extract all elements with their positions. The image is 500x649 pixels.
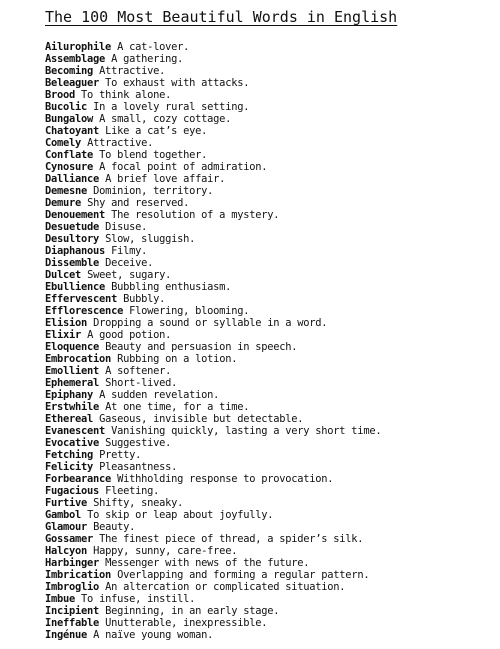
list-item [45, 557, 495, 569]
list-item [45, 449, 495, 461]
entry-definition: A cat-lover. [117, 41, 190, 53]
entry-definition: To think alone. [81, 89, 172, 101]
entry-word: Imbrication [45, 569, 112, 581]
list-item [45, 521, 495, 533]
entry-word: Emollient [45, 365, 100, 377]
entry-word: Efflorescence [45, 305, 124, 317]
entry-definition: A focal point of admiration. [99, 161, 268, 173]
entry-definition: Bubbly. [123, 293, 166, 305]
list-item [45, 221, 495, 233]
entry-definition: Rubbing on a lotion. [117, 353, 238, 365]
entry-word: Denouement [45, 209, 106, 221]
entry-word: Evocative [45, 437, 100, 449]
list-item [45, 269, 495, 281]
entry-word: Ailurophile [45, 41, 112, 53]
entry-word: Beleaguer [45, 77, 100, 89]
list-item [45, 77, 495, 89]
entry-definition: Fleeting. [105, 485, 160, 497]
entry-word: Fugacious [45, 485, 100, 497]
entry-definition: To skip or leap about joyfully. [87, 509, 274, 521]
entry-word: Dulcet [45, 269, 82, 281]
list-item [45, 377, 495, 389]
entry-definition: Pretty. [99, 449, 142, 461]
list-item [45, 197, 495, 209]
entry-word: Ineffable [45, 617, 100, 629]
entry-definition: To infuse, instill. [81, 593, 196, 605]
entry-definition: A gathering. [111, 53, 184, 65]
entry-word: Cynosure [45, 161, 94, 173]
entry-definition: An altercation or complicated situation. [105, 581, 346, 593]
entry-word: Erstwhile [45, 401, 100, 413]
list-item [45, 65, 495, 77]
entry-definition: Withholding response to provocation. [117, 473, 334, 485]
entry-word: Assemblage [45, 53, 106, 65]
list-item [45, 149, 495, 161]
entry-word: Harbinger [45, 557, 100, 569]
entry-definition: Beginning, in an early stage. [105, 605, 280, 617]
entry-definition: Sweet, sugary. [87, 269, 172, 281]
list-item [45, 509, 495, 521]
entry-word: Diaphanous [45, 245, 106, 257]
entry-word: Ingénue [45, 629, 88, 641]
entry-definition: The resolution of a mystery. [111, 209, 280, 221]
list-item [45, 245, 495, 257]
entry-word: Comely [45, 137, 82, 149]
list-item [45, 605, 495, 617]
list-item [45, 293, 495, 305]
entry-word: Eloquence [45, 341, 100, 353]
list-item [45, 185, 495, 197]
list-item [45, 125, 495, 137]
entry-word: Ephemeral [45, 377, 100, 389]
entry-word: Brood [45, 89, 76, 101]
entry-word: Epiphany [45, 389, 94, 401]
list-item [45, 257, 495, 269]
entry-word: Gossamer [45, 533, 94, 545]
entry-definition: Attractive. [99, 65, 166, 77]
entry-word: Bucolic [45, 101, 88, 113]
entry-definition: A small, cozy cottage. [99, 113, 232, 125]
entry-word: Elision [45, 317, 88, 329]
list-item [45, 173, 495, 185]
entry-word: Imbue [45, 593, 76, 605]
list-item [45, 581, 495, 593]
list-item [45, 437, 495, 449]
entry-word: Furtive [45, 497, 88, 509]
entry-word: Forbearance [45, 473, 112, 485]
entry-word: Effervescent [45, 293, 118, 305]
list-item [45, 569, 495, 581]
list-item [45, 329, 495, 341]
entry-word: Becoming [45, 65, 94, 77]
list-item [45, 365, 495, 377]
entry-definition: Pleasantness. [99, 461, 178, 473]
list-item [45, 401, 495, 413]
entry-definition: Deceive. [105, 257, 154, 269]
list-item [45, 209, 495, 221]
list-item [45, 389, 495, 401]
entry-definition: In a lovely rural setting. [93, 101, 250, 113]
entry-word: Halcyon [45, 545, 88, 557]
entry-word: Elixir [45, 329, 82, 341]
entry-word: Imbroglio [45, 581, 100, 593]
list-item [45, 305, 495, 317]
entry-word: Dissemble [45, 257, 100, 269]
entry-word: Embrocation [45, 353, 112, 365]
entry-definition: A softener. [105, 365, 172, 377]
list-item [45, 281, 495, 293]
entry-definition: Dominion, territory. [93, 185, 214, 197]
entry-definition: Attractive. [87, 137, 154, 149]
list-item [45, 425, 495, 437]
entry-definition: Gaseous, invisible but detectable. [99, 413, 304, 425]
list-item [45, 113, 495, 125]
entry-definition: To exhaust with attacks. [105, 77, 250, 89]
entry-definition: Beauty and persuasion in speech. [105, 341, 298, 353]
entry-word: Incipient [45, 605, 100, 617]
list-item [45, 161, 495, 173]
entry-definition: Unutterable, inexpressible. [105, 617, 268, 629]
list-item [45, 137, 495, 149]
entry-definition: Happy, sunny, care-free. [93, 545, 238, 557]
entry-definition: A sudden revelation. [99, 389, 220, 401]
list-item [45, 413, 495, 425]
list-item [45, 233, 495, 245]
entry-definition: Filmy. [111, 245, 148, 257]
entry-definition: Dropping a sound or syllable in a word. [93, 317, 328, 329]
entry-word: Desultory [45, 233, 100, 245]
entry-word: Evanescent [45, 425, 106, 437]
entry-definition: Suggestive. [105, 437, 172, 449]
list-item [45, 473, 495, 485]
entry-word: Chatoyant [45, 125, 100, 137]
list-item [45, 593, 495, 605]
entry-definition: Disuse. [105, 221, 148, 233]
list-item [45, 353, 495, 365]
entry-word: Ebullience [45, 281, 106, 293]
entry-word: Felicity [45, 461, 94, 473]
entry-word: Ethereal [45, 413, 94, 425]
entry-definition: To blend together. [99, 149, 208, 161]
entry-definition: Beauty. [93, 521, 136, 533]
word-list [45, 41, 495, 641]
list-item [45, 341, 495, 353]
list-item [45, 533, 495, 545]
list-item [45, 617, 495, 629]
entry-definition: Overlapping and forming a regular pattern. [117, 569, 370, 581]
entry-definition: Messenger with news of the future. [105, 557, 310, 569]
entry-definition: A naïve young woman. [93, 629, 214, 641]
entry-definition: Shifty, sneaky. [93, 497, 184, 509]
entry-definition: The finest piece of thread, a spider’s silk. [99, 533, 364, 545]
entry-definition: Bubbling enthusiasm. [111, 281, 232, 293]
list-item [45, 497, 495, 509]
list-item [45, 629, 495, 641]
entry-definition: Shy and reserved. [87, 197, 190, 209]
entry-definition: A good potion. [87, 329, 172, 341]
list-item [45, 461, 495, 473]
list-item [45, 317, 495, 329]
list-item [45, 53, 495, 65]
entry-word: Glamour [45, 521, 88, 533]
entry-word: Fetching [45, 449, 94, 461]
list-item [45, 41, 495, 53]
entry-word: Demure [45, 197, 82, 209]
entry-definition: Vanishing quickly, lasting a very short time. [111, 425, 382, 437]
entry-definition: Slow, sluggish. [105, 233, 196, 245]
list-item [45, 485, 495, 497]
entry-word: Conflate [45, 149, 94, 161]
entry-definition: Like a cat’s eye. [105, 125, 208, 137]
entry-word: Demesne [45, 185, 88, 197]
page-title: The 100 Most Beautiful Words in English [45, 8, 398, 26]
entry-definition: Short-lived. [105, 377, 178, 389]
entry-word: Dalliance [45, 173, 100, 185]
list-item [45, 545, 495, 557]
entry-word: Bungalow [45, 113, 94, 125]
entry-definition: A brief love affair. [105, 173, 226, 185]
list-item [45, 89, 495, 101]
list-item [45, 101, 495, 113]
entry-definition: At one time, for a time. [105, 401, 250, 413]
entry-word: Gambol [45, 509, 82, 521]
entry-definition: Flowering, blooming. [129, 305, 250, 317]
entry-word: Desuetude [45, 221, 100, 233]
